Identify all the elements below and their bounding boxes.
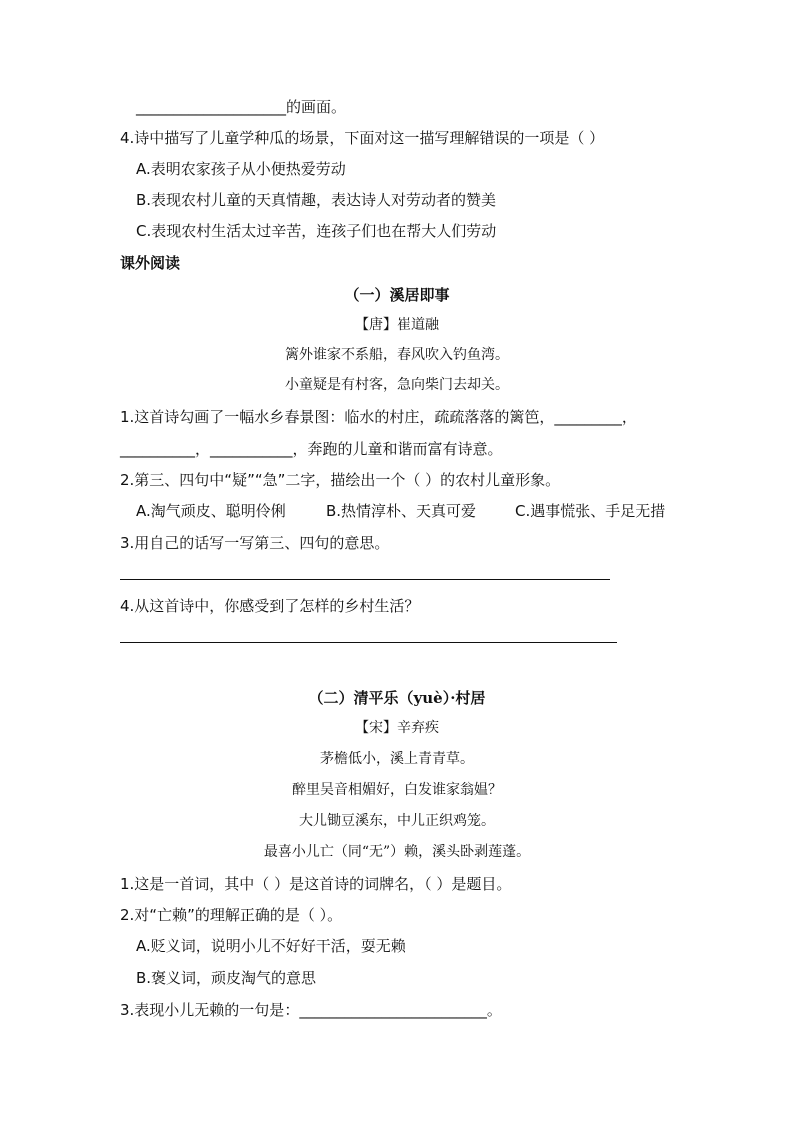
poem1-q2: 2.第三、四句中“疑”“急”二字，描绘出一个（ ）的农村儿童形象。: [120, 471, 561, 489]
poem1-q2-option-a: A.淘气顽皮、聪明伶俐: [136, 502, 286, 520]
q4-option-c: C.表现农村生活太过辛苦，连孩子们也在帮大人们劳动: [136, 222, 497, 240]
poem1-q3-answer-line[interactable]: [120, 579, 610, 580]
q3-answer-tail: ____________________的画面。: [136, 98, 347, 116]
poem2-q1: 1.这是一首词，其中（ ）是这首诗的词牌名，（ ）是题目。: [120, 875, 512, 893]
poem1-title: （一）溪居即事: [344, 286, 450, 304]
q4-option-b: B.表现农村儿童的天真情趣，表达诗人对劳动者的赞美: [136, 191, 497, 209]
poem1-q2-option-c: C.遇事慌张、手足无措: [515, 502, 666, 520]
poem2-line-2: 醉里吴音相媚好，白发谁家翁媪？: [292, 782, 502, 798]
q4-question: 4.诗中描写了儿童学种瓜的场景，下面对这一描写理解错误的一项是（ ）: [120, 129, 605, 147]
poem2-title: （二）清平乐（yuè）·村居: [308, 689, 486, 707]
poem1-q4-answer-line[interactable]: [120, 642, 617, 643]
poem2-q2-option-b: B.褒义词，顽皮淘气的意思: [136, 969, 317, 987]
poem2-line-1: 茅檐低小，溪上青青草。: [320, 751, 474, 767]
section-heading: 课外阅读: [120, 254, 181, 272]
poem2-q2: 2.对“亡赖”的理解正确的是（ ）。: [120, 906, 343, 924]
poem1-author: 【唐】崔道融: [355, 317, 439, 333]
poem2-q2-option-a: A.贬义词，说明小儿不好好干活，耍无赖: [136, 937, 406, 955]
poem1-line-1: 篱外谁家不系船，春风吹入钓鱼湾。: [285, 347, 509, 363]
poem2-line-4: 最喜小儿亡（同“无”）赖，溪头卧剥莲蓬。: [263, 844, 531, 860]
q4-option-a: A.表明农家孩子从小便热爱劳动: [136, 160, 346, 178]
poem2-q3: 3.表现小儿无赖的一句是：_________________________。: [120, 1001, 502, 1019]
poem2-author: 【宋】辛弃疾: [355, 720, 439, 736]
poem1-q1-line2: __________，___________，奔跑的儿童和谐而富有诗意。: [120, 440, 503, 458]
poem1-q2-option-b: B.热情淳朴、天真可爱: [326, 502, 477, 520]
poem1-q4: 4.从这首诗中，你感受到了怎样的乡村生活？: [120, 597, 420, 615]
poem1-line-2: 小童疑是有村客，急向柴门去却关。: [285, 377, 509, 393]
poem1-q1-line1: 1.这首诗勾画了一幅水乡春景图：临水的村庄，疏疏落落的篱笆，_________，: [120, 408, 637, 426]
poem1-q3: 3.用自己的话写一写第三、四句的意思。: [120, 534, 390, 552]
poem2-line-3: 大儿锄豆溪东，中儿正织鸡笼。: [299, 813, 495, 829]
